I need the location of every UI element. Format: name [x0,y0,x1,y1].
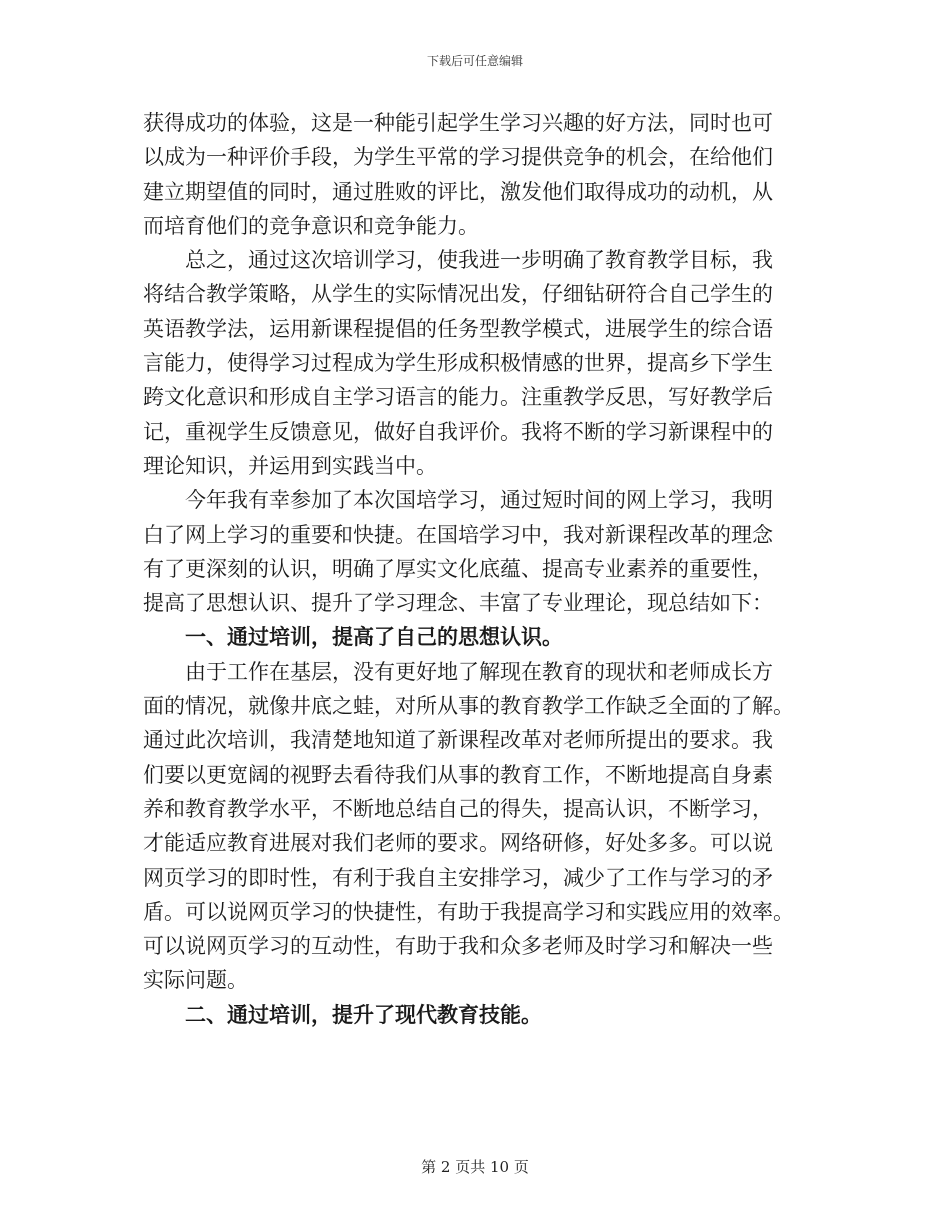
text-line: 建立期望值的同时，通过胜败的评比，激发他们取得成功的动机，从 [143,179,773,204]
section-heading: 一、通过培训，提高了自己的思想认识。 [185,624,563,650]
text-line: 盾。可以说网页学习的快捷性，有助于我提高学习和实践应用的效率。 [143,899,794,924]
text-line: 以成为一种评价手段，为学生平常的学习提供竞争的机会，在给他们 [143,145,773,170]
section-heading: 二、通过培训，提升了现代教育技能。 [185,1001,542,1027]
text-line: 言能力，使得学习过程成为学生形成积极情感的世界，提高乡下学生 [143,351,773,376]
document-body [143,106,808,1032]
page-header-note: 下载后可任意编辑 [426,54,523,68]
text-line: 跨文化意识和形成自主学习语言的能力。注重教学反思，写好教学后 [143,385,773,410]
text-line: 网页学习的即时性，有利于我自主安排学习，减少了工作与学习的矛 [143,865,773,890]
text-line: 们要以更宽阔的视野去看待我们从事的教育工作，不断地提高自身素 [143,762,773,787]
text-line: 理论知识，并运用到实践当中。 [143,453,437,478]
text-line: 将结合教学策略，从学生的实际情况出发，仔细钻研符合自己学生的 [143,282,773,307]
text-line: 养和教育教学水平，不断地总结自己的得失，提高认识，不断学习， [143,796,773,821]
text-line: 记，重视学生反馈意见，做好自我评价。我将不断的学习新课程中的 [143,419,773,444]
paragraph-start-line: 总之，通过这次培训学习，使我进一步明确了教育教学目标，我 [185,248,773,273]
text-line: 而培育他们的竞争意识和竞争能力。 [143,213,479,238]
text-line: 实际问题。 [143,968,248,993]
text-line: 白了网上学习的重要和快捷。在国培学习中，我对新课程改革的理念 [143,522,773,547]
paragraph-start-line: 由于工作在基层，没有更好地了解现在教育的现状和老师成长方 [185,659,773,684]
text-line: 才能适应教育进展对我们老师的要求。网络研修，好处多多。可以说 [143,831,773,856]
text-line: 获得成功的体验，这是一种能引起学生学习兴趣的好方法，同时也可 [143,111,773,135]
text-line: 英语教学法，运用新课程提倡的任务型教学模式，进展学生的综合语 [143,316,773,341]
text-line: 可以说网页学习的互动性，有助于我和众多老师及时学习和解决一些 [143,934,773,959]
text-line: 通过此次培训，我清楚地知道了新课程改革对老师所提出的要求。我 [143,728,773,753]
paragraph-start-line: 今年我有幸参加了本次国培学习，通过短时间的网上学习，我明 [185,488,773,513]
text-line: 面的情况，就像井底之蛙，对所从事的教育教学工作缺乏全面的了解。 [143,694,794,719]
page-number: 第 2 页共 10 页 [421,1158,529,1176]
text-line: 提高了思想认识、提升了学习理念、丰富了专业理论，现总结如下： [143,591,773,616]
text-line: 有了更深刻的认识，明确了厚实文化底蕴、提高专业素养的重要性， [143,556,773,581]
